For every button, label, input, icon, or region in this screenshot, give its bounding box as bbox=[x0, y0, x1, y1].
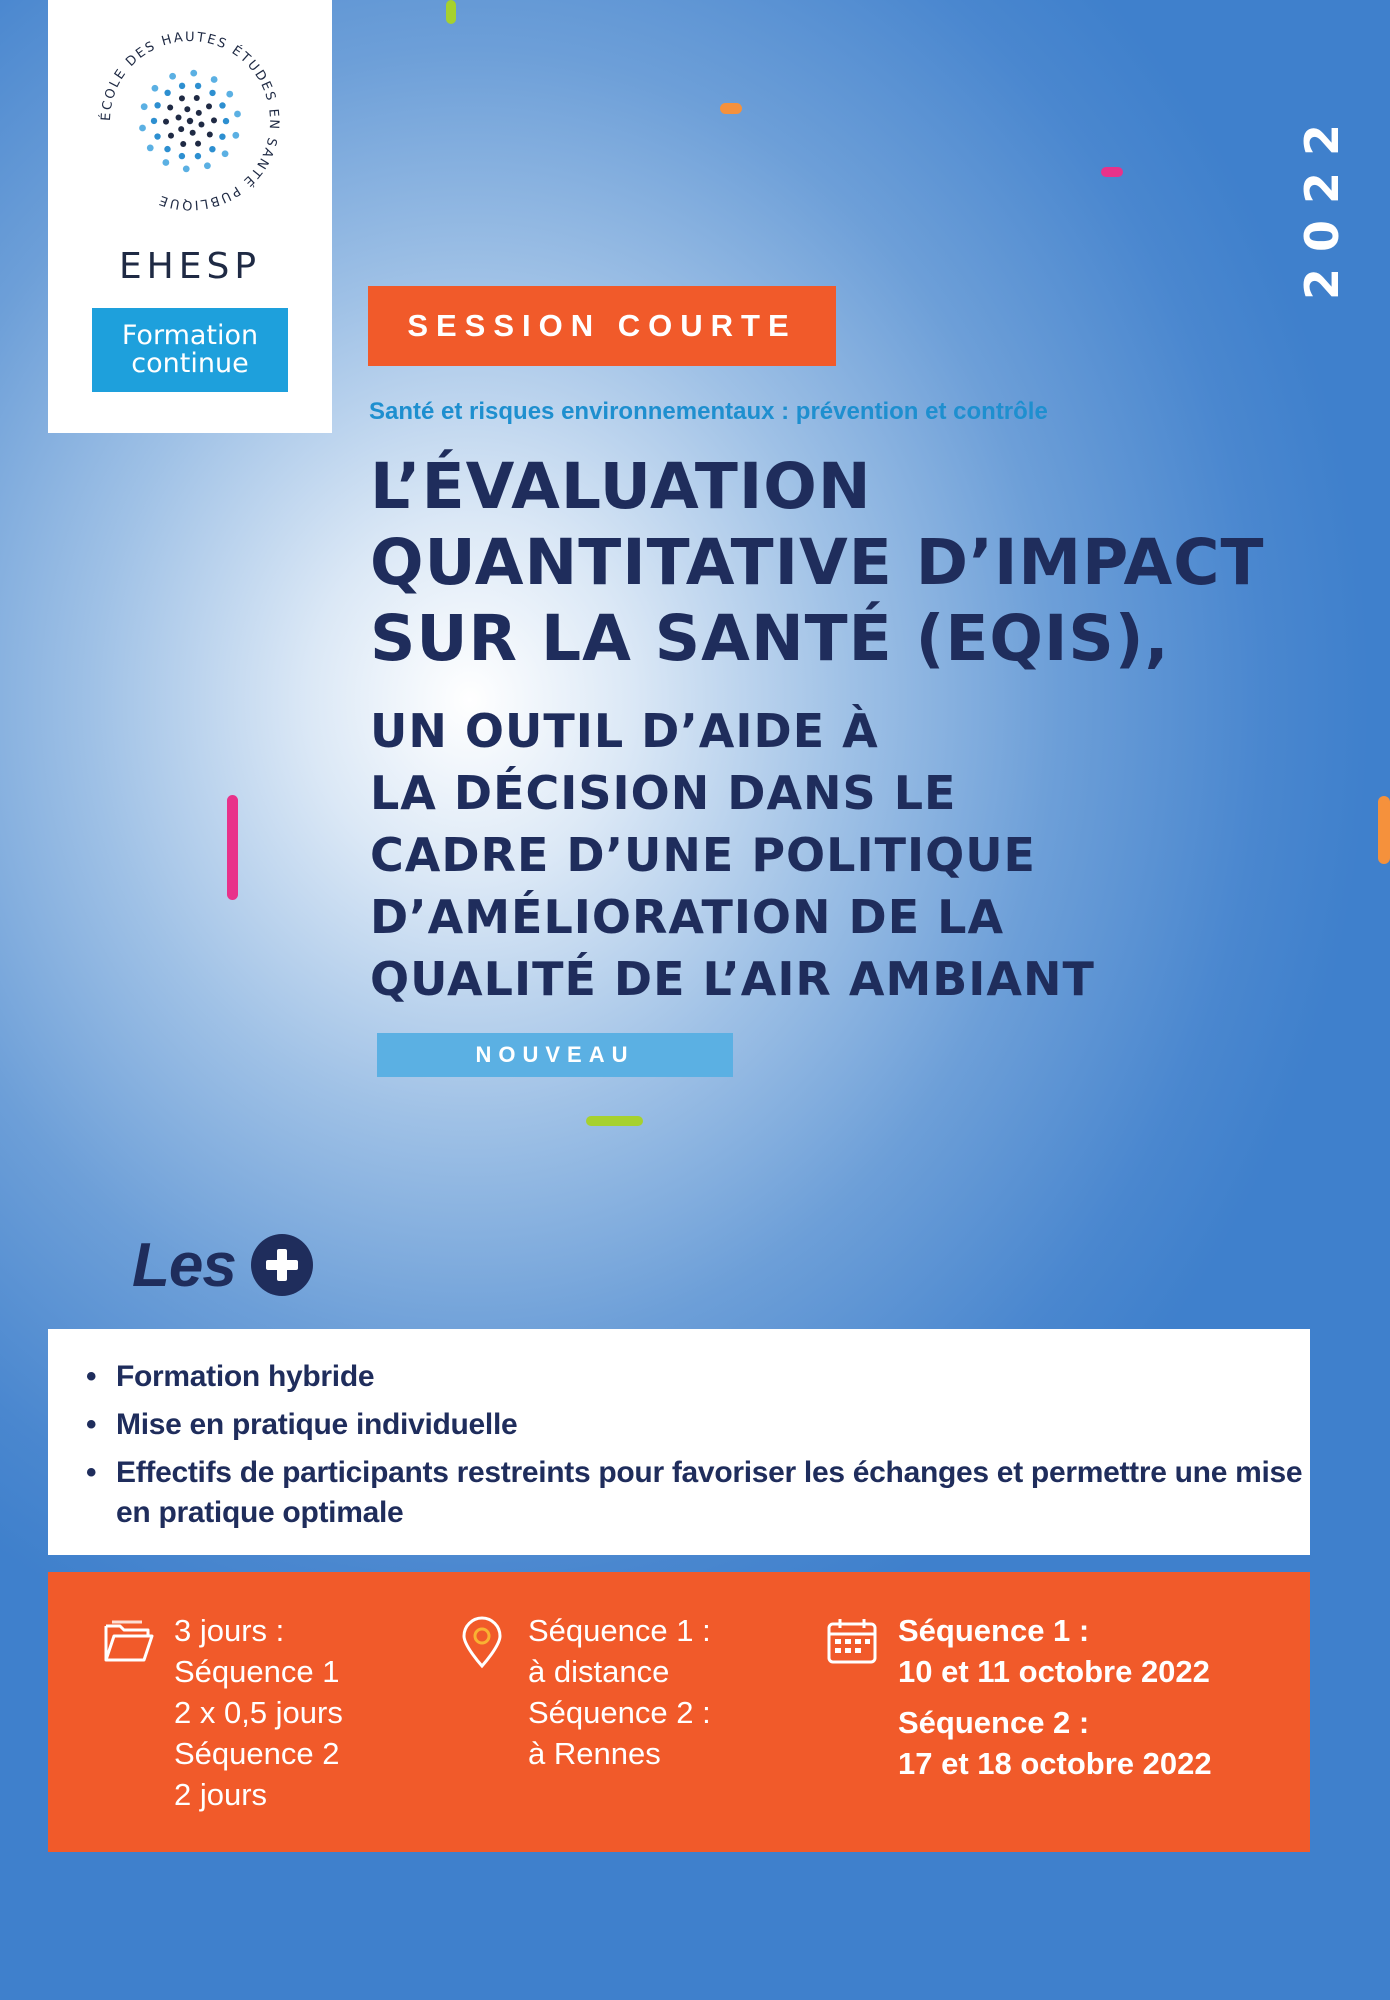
seal-dot bbox=[152, 85, 159, 92]
seal-dot bbox=[147, 145, 154, 152]
seal-dot bbox=[222, 150, 229, 157]
seal-dot bbox=[162, 159, 169, 166]
duration-text bbox=[174, 1610, 343, 1815]
seal-dot bbox=[195, 141, 201, 147]
location-pin-icon bbox=[454, 1614, 510, 1670]
location-line: Séquence 2 : bbox=[528, 1695, 711, 1730]
seal-dot bbox=[179, 153, 185, 159]
seal-dot bbox=[211, 76, 218, 83]
seal-dot bbox=[190, 70, 197, 77]
seal-dot bbox=[204, 162, 211, 169]
formation-continue-badge bbox=[92, 308, 288, 392]
subtitle-line: LA DÉCISION DANS LE bbox=[370, 766, 957, 820]
seal-dot bbox=[179, 83, 185, 89]
location-line: à distance bbox=[528, 1654, 670, 1689]
ehesp-seal-icon bbox=[94, 25, 286, 217]
duration-line: 2 jours bbox=[174, 1777, 268, 1812]
badge-line-2: continue bbox=[131, 348, 249, 379]
folder-icon bbox=[100, 1614, 156, 1670]
decorative-dash-orange-top bbox=[720, 103, 742, 114]
seal-dot bbox=[154, 133, 160, 139]
info-bar bbox=[48, 1572, 1310, 1852]
page-title bbox=[370, 449, 1330, 677]
seal-dot bbox=[207, 132, 213, 138]
year-vertical bbox=[1290, 104, 1360, 304]
logo-name: EHESP bbox=[118, 246, 262, 287]
title-line: SUR LA SANTÉ (EQIS), bbox=[370, 602, 1170, 675]
seal-dot bbox=[219, 102, 225, 108]
plus-circle-icon bbox=[250, 1233, 314, 1297]
advantages-list bbox=[48, 1329, 1310, 1533]
seal-dot bbox=[223, 118, 229, 124]
seal-dot bbox=[190, 130, 196, 136]
seal-dot bbox=[139, 125, 146, 132]
location-info bbox=[454, 1610, 711, 1774]
decorative-dash-orange-right bbox=[1378, 796, 1390, 864]
seal-dot bbox=[154, 102, 160, 108]
list-item: • Effectifs de participants restreints pour favoriser les échanges et permettre une mise en pratique optimale bbox=[86, 1453, 1310, 1533]
duration-line: 3 jours : bbox=[174, 1613, 285, 1648]
badge-line-1: Formation bbox=[121, 320, 259, 351]
seal-dot bbox=[168, 133, 174, 139]
seal-dot bbox=[163, 119, 169, 125]
advantages-box bbox=[48, 1329, 1310, 1555]
seal-dot bbox=[180, 141, 186, 147]
seal-dot bbox=[195, 153, 201, 159]
dates-line: 10 et 11 octobre 2022 bbox=[898, 1654, 1210, 1689]
seal-dot bbox=[206, 103, 212, 109]
duration-info bbox=[100, 1610, 343, 1815]
duration-line: Séquence 1 bbox=[174, 1654, 340, 1689]
location-text bbox=[528, 1610, 711, 1774]
calendar-icon bbox=[824, 1614, 880, 1670]
list-item: • Mise en pratique individuelle bbox=[86, 1405, 1310, 1445]
dates-line: 17 et 18 octobre 2022 bbox=[898, 1746, 1212, 1781]
seal-dot bbox=[234, 111, 241, 118]
svg-text:ÉCOLE DES HAUTES ÉTUDES EN SAN: ÉCOLE DES HAUTES ÉTUDES EN SANTÉ PUBLIQUE bbox=[98, 29, 282, 213]
seal-dot bbox=[169, 73, 176, 80]
seal-dot bbox=[151, 118, 157, 124]
seal-dot bbox=[184, 106, 190, 112]
seal-dot bbox=[167, 104, 173, 110]
svg-text:2022: 2022 bbox=[1295, 107, 1349, 300]
dates-line: Séquence 2 : bbox=[898, 1705, 1090, 1740]
seal-dot bbox=[164, 90, 170, 96]
seal-dot bbox=[226, 91, 233, 98]
seal-dot bbox=[196, 110, 202, 116]
seal-dot bbox=[198, 122, 204, 128]
les-plus-heading bbox=[132, 1225, 314, 1305]
decorative-dash-green-top bbox=[446, 0, 456, 24]
seal-dot bbox=[232, 132, 239, 139]
session-type-label: SESSION COURTE bbox=[368, 286, 836, 366]
page-subtitle bbox=[370, 700, 1330, 1010]
decorative-dash-green-bottom bbox=[586, 1116, 643, 1126]
location-line: à Rennes bbox=[528, 1736, 661, 1771]
seal-dot bbox=[183, 165, 190, 172]
new-badge: NOUVEAU bbox=[377, 1033, 733, 1077]
category-subtitle: Santé et risques environnementaux : prévention et contrôle bbox=[369, 398, 1048, 425]
seal-dot bbox=[219, 133, 225, 139]
dates-text bbox=[898, 1610, 1212, 1784]
title-line: L’ÉVALUATION bbox=[370, 450, 872, 523]
seal-dot bbox=[178, 126, 184, 132]
list-item: • Formation hybride bbox=[86, 1357, 1310, 1397]
seal-dot bbox=[195, 83, 201, 89]
seal-dot bbox=[209, 90, 215, 96]
decorative-dash-pink-left bbox=[227, 795, 238, 900]
decorative-dash-pink-top bbox=[1101, 167, 1123, 177]
seal-dot bbox=[164, 146, 170, 152]
ehesp-logo bbox=[48, 0, 332, 433]
subtitle-line: QUALITÉ DE L’AIR AMBIANT bbox=[370, 952, 1095, 1006]
seal-dot bbox=[176, 114, 182, 120]
seal-dot bbox=[194, 95, 200, 101]
dates-info bbox=[824, 1610, 1212, 1784]
seal-dot bbox=[179, 95, 185, 101]
subtitle-line: D’AMÉLIORATION DE LA bbox=[370, 890, 1005, 944]
duration-line: Séquence 2 bbox=[174, 1736, 340, 1771]
seal-dot bbox=[141, 103, 148, 110]
les-plus-label: Les bbox=[132, 1230, 236, 1300]
dates-line: Séquence 1 : bbox=[898, 1613, 1090, 1648]
duration-line: 2 x 0,5 jours bbox=[174, 1695, 343, 1730]
seal-dot bbox=[211, 117, 217, 123]
subtitle-line: CADRE D’UNE POLITIQUE bbox=[370, 828, 1036, 882]
seal-dot bbox=[187, 118, 193, 124]
subtitle-line: UN OUTIL D’AIDE À bbox=[370, 704, 879, 758]
location-line: Séquence 1 : bbox=[528, 1613, 711, 1648]
title-line: QUANTITATIVE D’IMPACT bbox=[370, 526, 1265, 599]
seal-dot bbox=[209, 146, 215, 152]
